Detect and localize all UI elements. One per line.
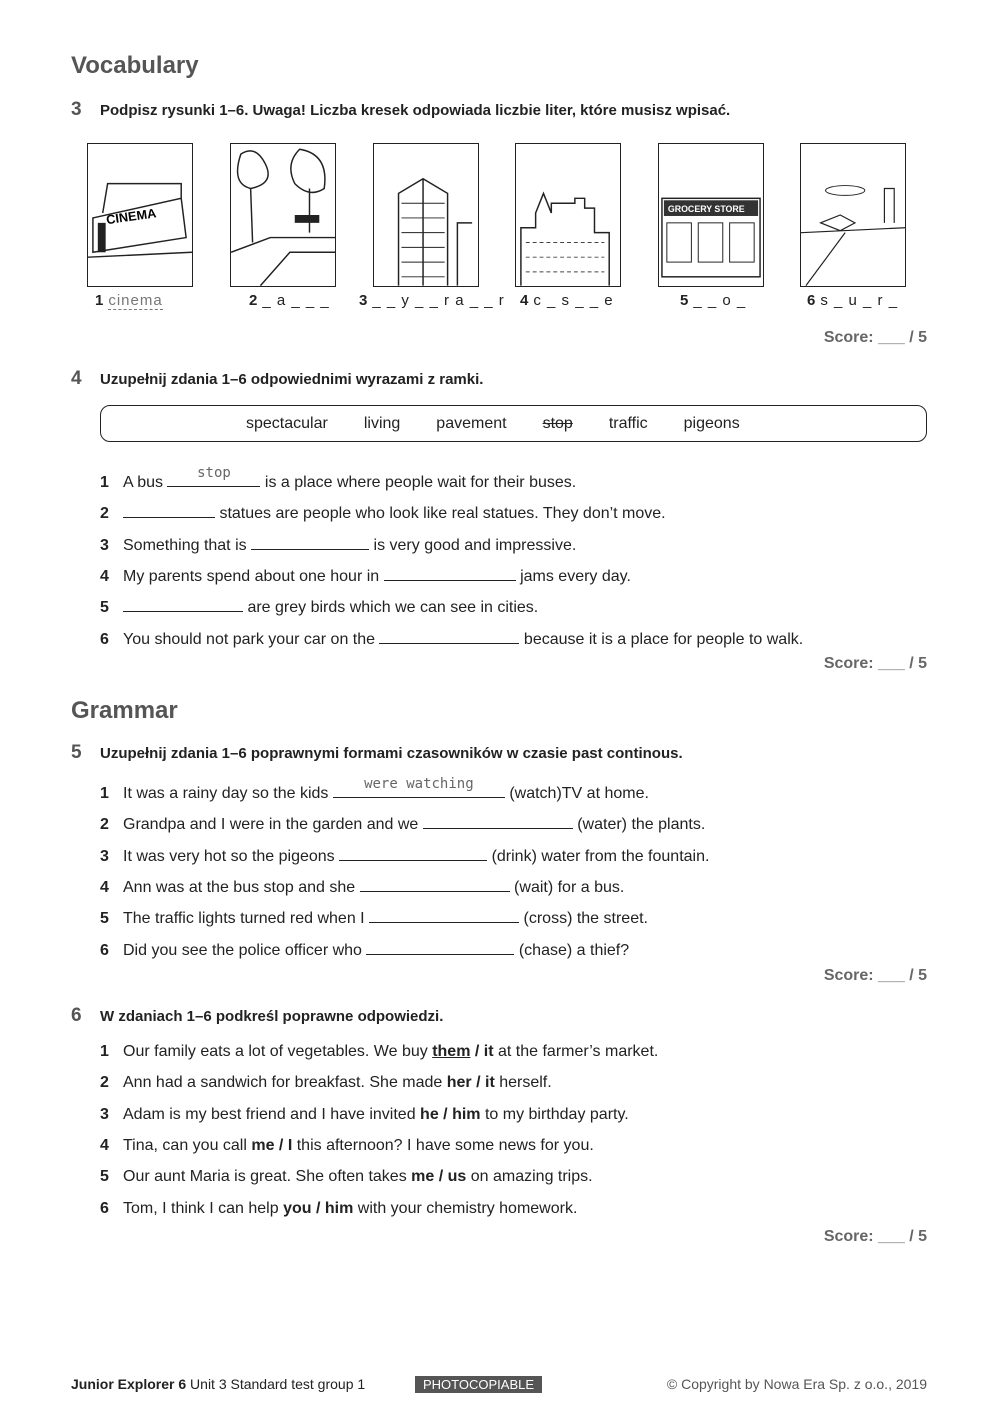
word: living <box>363 414 401 432</box>
picture-label-2 <box>249 292 330 309</box>
option-b[interactable]: him <box>452 1105 481 1123</box>
sentence-text: (chase) a thief? <box>514 941 630 959</box>
sentence-text: Adam is my best friend and I have invited <box>123 1105 421 1123</box>
item-number: 6 <box>100 941 109 959</box>
exercise-instruction: Uzupełnij zdania 1–6 poprawnymi formami czasowników w czasie past continous. <box>100 745 683 762</box>
sentence-text: herself. <box>494 1074 552 1092</box>
picture-label-3 <box>359 292 505 309</box>
item-number: 2 <box>100 816 109 834</box>
score: Score: ___ / 5 <box>823 1228 927 1245</box>
answer-gap[interactable] <box>339 845 487 861</box>
sentence-text: (watch)TV at home. <box>504 785 649 802</box>
option-a[interactable]: you <box>283 1199 312 1217</box>
answer-gap[interactable] <box>123 502 215 518</box>
label-number: 6 <box>807 292 817 309</box>
option-separator: / <box>470 1043 484 1060</box>
footer-book <box>71 1376 365 1392</box>
sentence-item <box>100 876 624 897</box>
exercise-number: 4 <box>71 368 82 389</box>
exercise-instruction: Uzupełnij zdania 1–6 odpowiednimi wyrazami z ramki. <box>100 371 484 388</box>
item-number: 3 <box>100 847 109 865</box>
sentence-item <box>100 1074 552 1092</box>
score: Score: ___ / 5 <box>823 329 927 346</box>
word: spectacular <box>246 414 328 432</box>
sentence-text: because it is a place for people to walk. <box>519 630 804 648</box>
answer-gap[interactable] <box>366 939 514 955</box>
answer-gap[interactable] <box>369 907 519 923</box>
answer-gap[interactable] <box>423 813 573 829</box>
item-number: 6 <box>100 1199 109 1217</box>
option-b[interactable]: him <box>324 1199 354 1217</box>
answer-text: were watching <box>364 776 474 792</box>
picture-label-6 <box>807 292 898 309</box>
picture-label-5 <box>680 292 746 309</box>
answer-text: cinema <box>108 292 163 309</box>
sentence-text: Did you see the police officer who <box>123 941 367 959</box>
answer-gap[interactable] <box>333 776 505 798</box>
sentence-text: on amazing trips. <box>466 1168 593 1186</box>
answer-text: stop <box>197 465 231 481</box>
photocopiable-badge: PHOTOCOPIABLE <box>415 1376 542 1393</box>
option-separator: / <box>274 1136 288 1154</box>
sentence-text: are grey birds which we can see in cities. <box>243 599 539 617</box>
word: pigeons <box>683 414 740 432</box>
option-separator: / <box>434 1168 448 1186</box>
sentence-item <box>100 1106 629 1124</box>
option-separator: / <box>438 1105 453 1123</box>
picture-square <box>800 143 906 287</box>
label-number: 1 <box>95 292 105 309</box>
item-number: 1 <box>100 785 109 802</box>
word: pavement <box>436 414 507 432</box>
sentence-text: Ann had a sandwich for breakfast. She made <box>123 1074 447 1092</box>
option-b[interactable]: it <box>483 1043 494 1060</box>
item-number: 5 <box>100 1168 109 1186</box>
exercise-number: 6 <box>71 1005 82 1026</box>
letter-gaps[interactable]: c _ s _ _ e <box>533 292 614 309</box>
option-separator: / <box>471 1074 485 1092</box>
sentence-text: Our family eats a lot of vegetables. We buy <box>123 1043 433 1060</box>
answer-gap[interactable] <box>379 628 519 644</box>
letter-gaps[interactable]: _ a _ _ _ <box>262 292 330 309</box>
picture-castle <box>515 143 621 287</box>
picture-skyscraper <box>373 143 479 287</box>
option-a[interactable]: them <box>432 1043 471 1060</box>
sentence-item <box>100 465 577 492</box>
word: traffic <box>608 414 648 432</box>
sentence-text: My parents spend about one hour in <box>123 567 384 585</box>
sentence-text: Our aunt Maria is great. She often takes <box>123 1168 412 1186</box>
sentence-text: with your chemistry homework. <box>353 1199 578 1217</box>
sentence-item <box>100 845 709 866</box>
sentence-item <box>100 1168 593 1186</box>
letter-gaps[interactable]: _ _ o _ <box>693 292 747 309</box>
sentence-text: A bus <box>123 474 168 491</box>
exercise-instruction: Podpisz rysunki 1–6. Uwaga! Liczba kresek odpowiada liczbie liter, które musisz wpisać. <box>100 102 731 119</box>
answer-gap[interactable] <box>384 565 516 581</box>
book-title: Junior Explorer 6 <box>71 1376 187 1392</box>
sentence-text: The traffic lights turned red when I <box>123 910 370 928</box>
item-number: 4 <box>100 878 109 896</box>
letter-gaps[interactable]: s _ u _ r _ <box>820 292 899 309</box>
sentence-item <box>100 1200 577 1218</box>
sentence-text: (cross) the street. <box>519 910 648 928</box>
item-number: 3 <box>100 1105 109 1123</box>
sentence-text: statues are people who look like real statues. They don’t move. <box>215 505 666 523</box>
sentence-text: Ann was at the bus stop and she <box>123 878 360 896</box>
letter-gaps[interactable]: _ _ y _ _ r a _ _ r <box>372 292 505 309</box>
sentence-item <box>100 939 629 960</box>
sentence-item <box>100 776 649 803</box>
item-number: 2 <box>100 505 109 523</box>
label-number: 2 <box>249 292 259 309</box>
option-a[interactable]: her <box>446 1074 472 1092</box>
item-number: 6 <box>100 630 109 648</box>
word-box <box>100 405 927 442</box>
sentence-text: Tom, I think I can help <box>123 1199 284 1217</box>
option-a[interactable]: me <box>251 1136 275 1154</box>
sentence-text: to my birthday party. <box>480 1105 629 1123</box>
score: Score: ___ / 5 <box>823 655 927 672</box>
answer-gap[interactable] <box>123 596 243 612</box>
sentence-item <box>100 813 705 834</box>
item-number: 5 <box>100 599 109 617</box>
label-number: 4 <box>520 292 530 309</box>
sentence-text: jams every day. <box>515 567 631 585</box>
picture-label-4 <box>520 292 614 309</box>
sentence-text: Grandpa and I were in the garden and we <box>123 816 423 834</box>
sentence-item <box>100 502 666 523</box>
sentence-item <box>100 1137 594 1155</box>
answer-gap[interactable] <box>360 876 510 892</box>
sentence-item <box>100 534 576 555</box>
option-b[interactable]: it <box>485 1074 495 1092</box>
sentence-item <box>100 565 631 586</box>
sentence-item <box>100 907 648 928</box>
item-number: 5 <box>100 910 109 928</box>
sentence-text: Something that is <box>123 536 252 554</box>
item-number: 1 <box>100 474 109 491</box>
sentence-text: is very good and impressive. <box>369 536 577 554</box>
item-number: 3 <box>100 536 109 554</box>
item-number: 4 <box>100 567 109 585</box>
option-separator: / <box>311 1199 325 1217</box>
sentence-text: is a place where people wait for their buses. <box>260 474 577 491</box>
exercise-instruction: W zdaniach 1–6 podkreśl poprawne odpowiedzi. <box>100 1008 444 1025</box>
sentence-item <box>100 1043 658 1061</box>
option-a[interactable]: he <box>420 1105 439 1123</box>
label-number: 3 <box>359 292 369 309</box>
sentence-text: It was a rainy day so the kids <box>123 785 333 802</box>
label-number: 5 <box>680 292 690 309</box>
word-used: stop <box>542 414 573 432</box>
sentence-item <box>100 596 538 617</box>
sentence-text: It was very hot so the pigeons <box>123 847 340 865</box>
section-title-vocabulary: Vocabulary <box>71 52 199 79</box>
answer-gap[interactable] <box>167 465 260 487</box>
svg-text:CINEMA: CINEMA <box>105 205 158 228</box>
svg-text:GROCERY STORE: GROCERY STORE <box>667 204 745 215</box>
sentence-text: (water) the plants. <box>572 816 706 834</box>
item-number: 4 <box>100 1136 109 1154</box>
picture-park <box>230 143 336 287</box>
option-b[interactable]: us <box>447 1168 467 1186</box>
picture-label-1 <box>95 292 163 309</box>
exercise-number: 5 <box>71 742 82 763</box>
item-number: 1 <box>100 1043 109 1060</box>
option-a[interactable]: me <box>411 1168 435 1186</box>
score: Score: ___ / 5 <box>823 967 927 984</box>
sentence-item <box>100 628 803 649</box>
test-description: Unit 3 Standard test group 1 <box>186 1376 366 1392</box>
picture-cinema <box>87 143 193 287</box>
answer-gap[interactable] <box>251 534 369 550</box>
sentence-text: Tina, can you call <box>123 1136 252 1154</box>
copyright: © Copyright by Nowa Era Sp. z o.o., 2019 <box>666 1376 927 1392</box>
picture-grocery-store <box>658 143 764 287</box>
sentence-text: this afternoon? I have some news for you. <box>292 1136 594 1154</box>
item-number: 2 <box>100 1074 109 1092</box>
section-title-grammar: Grammar <box>71 697 178 724</box>
sentence-text: at the farmer’s market. <box>493 1043 659 1060</box>
sentence-text: (wait) for a bus. <box>509 878 625 896</box>
sentence-text: You should not park your car on the <box>123 630 380 648</box>
option-b[interactable]: I <box>287 1136 293 1154</box>
sentence-text: (drink) water from the fountain. <box>487 847 710 865</box>
exercise-number: 3 <box>71 99 82 120</box>
